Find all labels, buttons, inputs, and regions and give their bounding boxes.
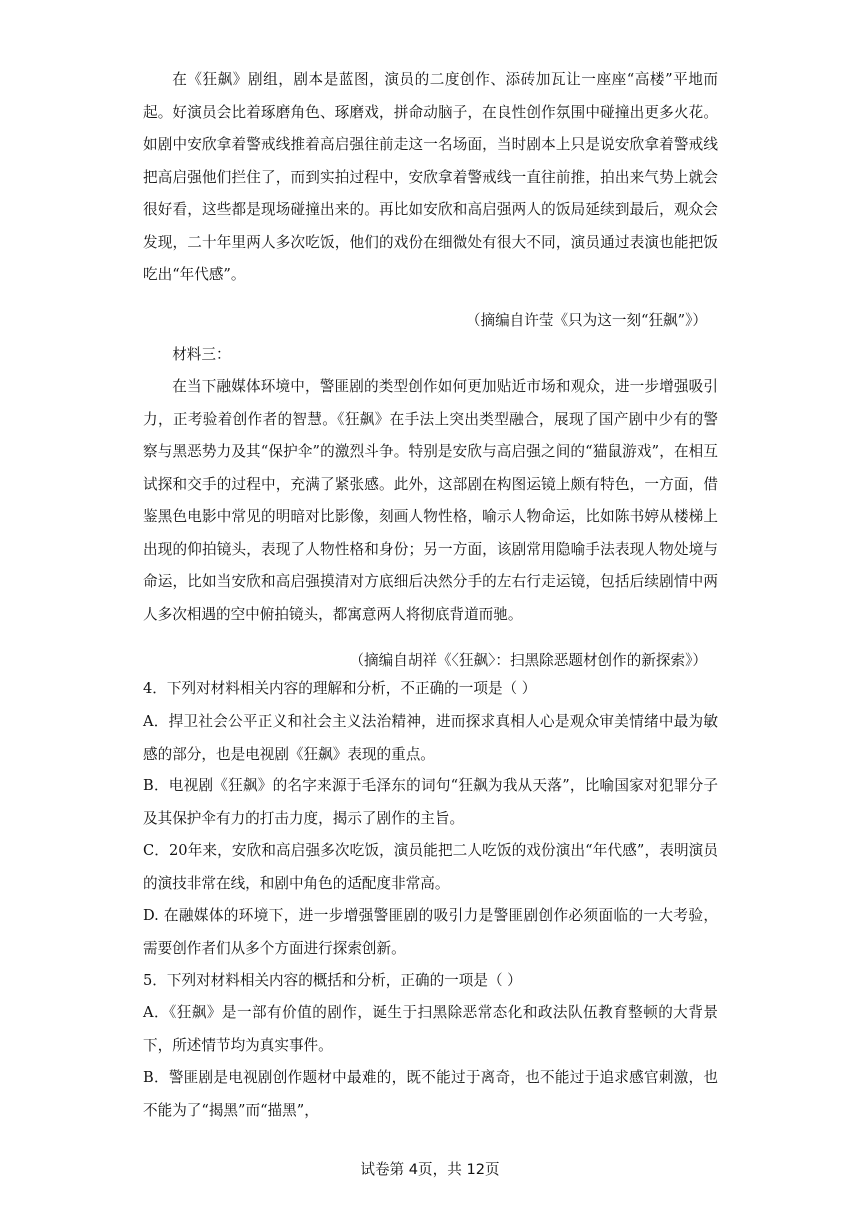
material3-paragraph: 在当下融媒体环境中，警匪剧的类型创作如何更加贴近市场和观众，进一步增强吸引力，正考验着创作者的智慧。《狂飙》在手法上突出类型融合，展现了国产剧中少有的警察与黑恶势力及其“保护伞”的激烈斗争。特别是安欣与高启强之间的“猫鼠游戏”，在相互试探和交手的过程中，充满了紧张感。此外，这部剧在构图运镜上颇有特色，一方面，借鉴黑色电影中常见的明暗对比影像，刻画人物性格，喻示人物命运，比如陈书婷从楼梯上出现的仰拍镜头，表现了人物性格和身份；另一方面，该剧常用隐喻手法表现人物处境与命运，比如当安欣和高启强摸清对方底细后决然分手的左右行走运镜，包括后续剧情中两人多次相遇的空中俯拍镜头，都寓意两人将彻底背道而驰。	[143, 378, 718, 623]
question-5-option-b: B．警匪剧是电视剧创作题材中最难的，既不能过于离奇，也不能过于追求感官刺激，也不能为了“揭黑”而“描黑”，	[143, 1069, 718, 1119]
question-5-stem: 5．下列对材料相关内容的概括和分析，正确的一项是（ ）	[143, 972, 522, 989]
question-4-option-a: A．捍卫社会公平正义和社会主义法治精神，进而探求真相人心是观众审美情绪中最为敏感的部分，也是电视剧《狂飙》表现的重点。	[143, 713, 718, 763]
passage-source: （摘编自许莹《只为这一刻“狂飙”》）	[465, 312, 707, 329]
page-footer: 试卷第 4页，共 12页	[360, 1161, 500, 1178]
question-4-stem: 4．下列对材料相关内容的理解和分析，不正确的一项是（ ）	[143, 680, 537, 697]
question-4-option-b: B．电视剧《狂飙》的名字来源于毛泽东的词句“狂飙为我从天落”，比喻国家对犯罪分子及其保护伞有力的打击力度，揭示了剧作的主旨。	[143, 777, 718, 827]
question-4-option-c: C．20年来，安欣和高启强多次吃饭，演员能把二人吃饭的戏份演出“年代感”，表明演员的演技非常在线，和剧中角色的适配度非常高。	[143, 842, 718, 892]
passage-paragraph: 在《狂飙》剧组，剧本是蓝图，演员的二度创作、添砖加瓦让一座座“高楼”平地而起。好演员会比着琢磨角色、琢磨戏，拼命动脑子，在良性创作氛围中碰撞出更多火花。如剧中安欣拿着警戒线推着高启强往前走这一名场面，当时剧本上只是说安欣拿着警戒线把高启强他们拦住了，而到实拍过程中，安欣拿着警戒线一直往前推，拍出来气势上就会很好看，这些都是现场碰撞出来的。再比如安欣和高启强两人的饭局延续到最后，观众会发现，二十年里两人多次吃饭，他们的戏份在细微处有很大不同，演员通过表演也能把饭吃出“年代感”。	[143, 71, 718, 283]
question-4-option-d: D. 在融媒体的环境下，进一步增强警匪剧的吸引力是警匪剧创作必须面临的一大考验，需要创作者们从多个方面进行探索创新。	[143, 907, 718, 957]
material3-source: （摘编自胡祥《〈狂飙〉：扫黑除恶题材创作的新探索》）	[349, 652, 707, 669]
question-5-option-a: A．《狂飙》是一部有价值的剧作，诞生于扫黑除恶常态化和政法队伍教育整顿的大背景下，所述情节均为真实事件。	[143, 1004, 718, 1054]
material3-heading: 材料三：	[172, 346, 231, 363]
